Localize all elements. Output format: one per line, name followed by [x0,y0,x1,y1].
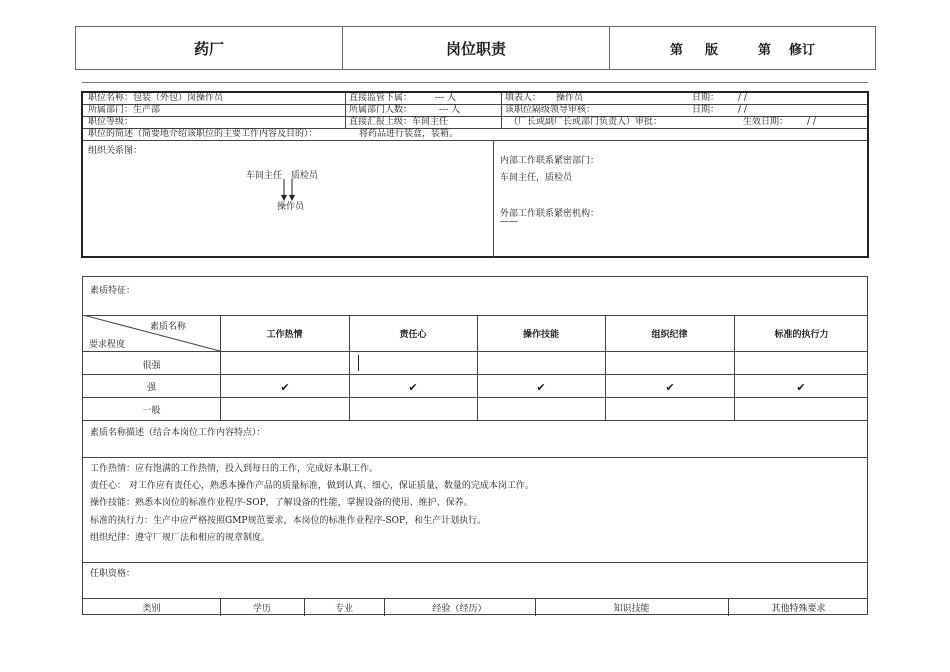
company-name: 药厂 [76,27,343,69]
corner-bottom-label: 要求程度 [89,340,126,350]
dept-count-value: --- 人 [439,105,460,115]
level-very-strong: 很强 [142,361,161,371]
summary-text: 将药品进行装盒，装箱。 [359,129,459,139]
check-icon: ✔ [280,381,290,394]
info-row-2 [83,105,867,117]
col-header-operation-skill: 操作技能 [522,330,559,340]
internal-dept-label: 内部工作联系紧密部门： [500,156,600,166]
check-icon: ✔ [796,381,806,394]
org-chart-label: 组织关系图： [88,146,143,156]
summary-label: 职位的简述（简要地介绍该职位的主要工作内容及目的）： [88,129,318,139]
qual-line [83,420,867,421]
version-label: 版 [704,42,718,58]
check-icon: ✔ [408,381,418,394]
level-normal: 一般 [142,406,161,416]
filler-value: 操作员 [556,93,584,103]
info-col-line-2 [501,93,502,129]
org-top-left: 车间主任 [246,171,283,181]
req-header-other: 其他特殊要求 [771,604,826,614]
corner-top-label: 素质名称 [150,322,187,332]
col-header-execution: 标准的执行力 [774,330,829,340]
date-label-2: 日期： [692,105,720,115]
qualities-section-label: 素质特征： [90,286,136,296]
effective-value: / / [807,117,816,127]
col-header-responsibility: 责任心 [399,330,427,340]
grade-label: 职位等级： [88,117,134,127]
position-info-box [81,91,869,258]
revision-info [610,27,875,69]
text-cursor [358,355,359,371]
position-name: 职位名称：包装（外包）岗操作员 [88,93,224,103]
col-header-discipline: 组织纪律 [651,330,688,340]
req-header-experience: 经验（经历） [432,604,487,614]
qual-line [83,598,867,599]
filler-label: 填表人： [505,93,542,103]
info-col-line-1 [345,93,346,129]
req-header-category: 类别 [142,604,161,614]
description-line: 责任心： 对工作应有责任心，熟悉本操作产品的质量标准，做到认真、细心，保证质量，数量的完成本岗工作。 [90,481,534,491]
req-header-major: 专业 [334,604,353,614]
internal-dept-value: 车间主任，质检员 [500,173,573,183]
document-title: 岗位职责 [343,27,610,69]
dept-count-label: 所属部门人数： [349,105,413,115]
info-row-1 [83,93,867,105]
subordinates-label: 直接监管下属： [349,93,413,103]
org-top-right: 质检员 [291,171,319,181]
revision-pre-label: 第 [758,42,772,58]
header-divider [82,82,868,83]
org-bottom: 操作员 [277,202,305,212]
qual-line [83,374,867,375]
external-org-label: 外部工作联系紧密机构： [500,209,600,219]
qual-line [83,351,867,352]
description-line: 组织纪律：遵守厂规厂法和相应的规章制度。 [90,533,271,543]
approval-label: （厂长或副厂长或部门负责人）审批： [509,117,663,127]
description-line: 操作技能：熟悉本岗位的标准作业程序-SOP，了解设备的性能，掌握设备的使用、维护、保养。 [90,498,473,508]
qual-line [83,562,867,563]
date-value-1: / / [738,93,747,103]
qualification-label: 任职资格： [90,569,136,579]
description-label: 素质名称描述（结合本岗位工作内容特点）： [90,428,266,438]
qualities-table [82,276,868,615]
org-section-divider [493,141,494,258]
info-row-4 [83,129,867,141]
description-line: 标准的执行力：生产中应严格按照GMP规范要求，本岗位的标准作业程序-SOP，和生产计划执行。 [90,516,487,526]
document-header [75,26,876,70]
department: 所属部门：生产部 [88,105,161,115]
req-header-education: 学历 [252,604,271,614]
check-icon: ✔ [665,381,675,394]
req-header-knowledge: 知识技能 [613,604,650,614]
revision-label: 修订 [789,42,816,58]
description-line: 工作热情：应有饱满的工作热情，投入到每日的工作，完成好本职工作。 [90,464,379,474]
qual-line [83,457,867,458]
info-row-3 [83,117,867,129]
qual-line [83,397,867,398]
subordinates-value: --- 人 [435,93,456,103]
external-org-value: —— [500,217,518,227]
effective-label: 生效日期： [743,117,789,127]
report-to: 直接汇报上级：车间主任 [349,117,449,127]
col-header-work-passion: 工作热情 [266,330,303,340]
check-icon: ✔ [536,381,546,394]
date-label-1: 日期： [692,93,720,103]
date-value-2: / / [738,105,747,115]
review-label: 该职位隔级领导审核： [505,105,596,115]
level-strong: 强 [146,383,156,393]
edition-label: 第 [669,42,683,58]
